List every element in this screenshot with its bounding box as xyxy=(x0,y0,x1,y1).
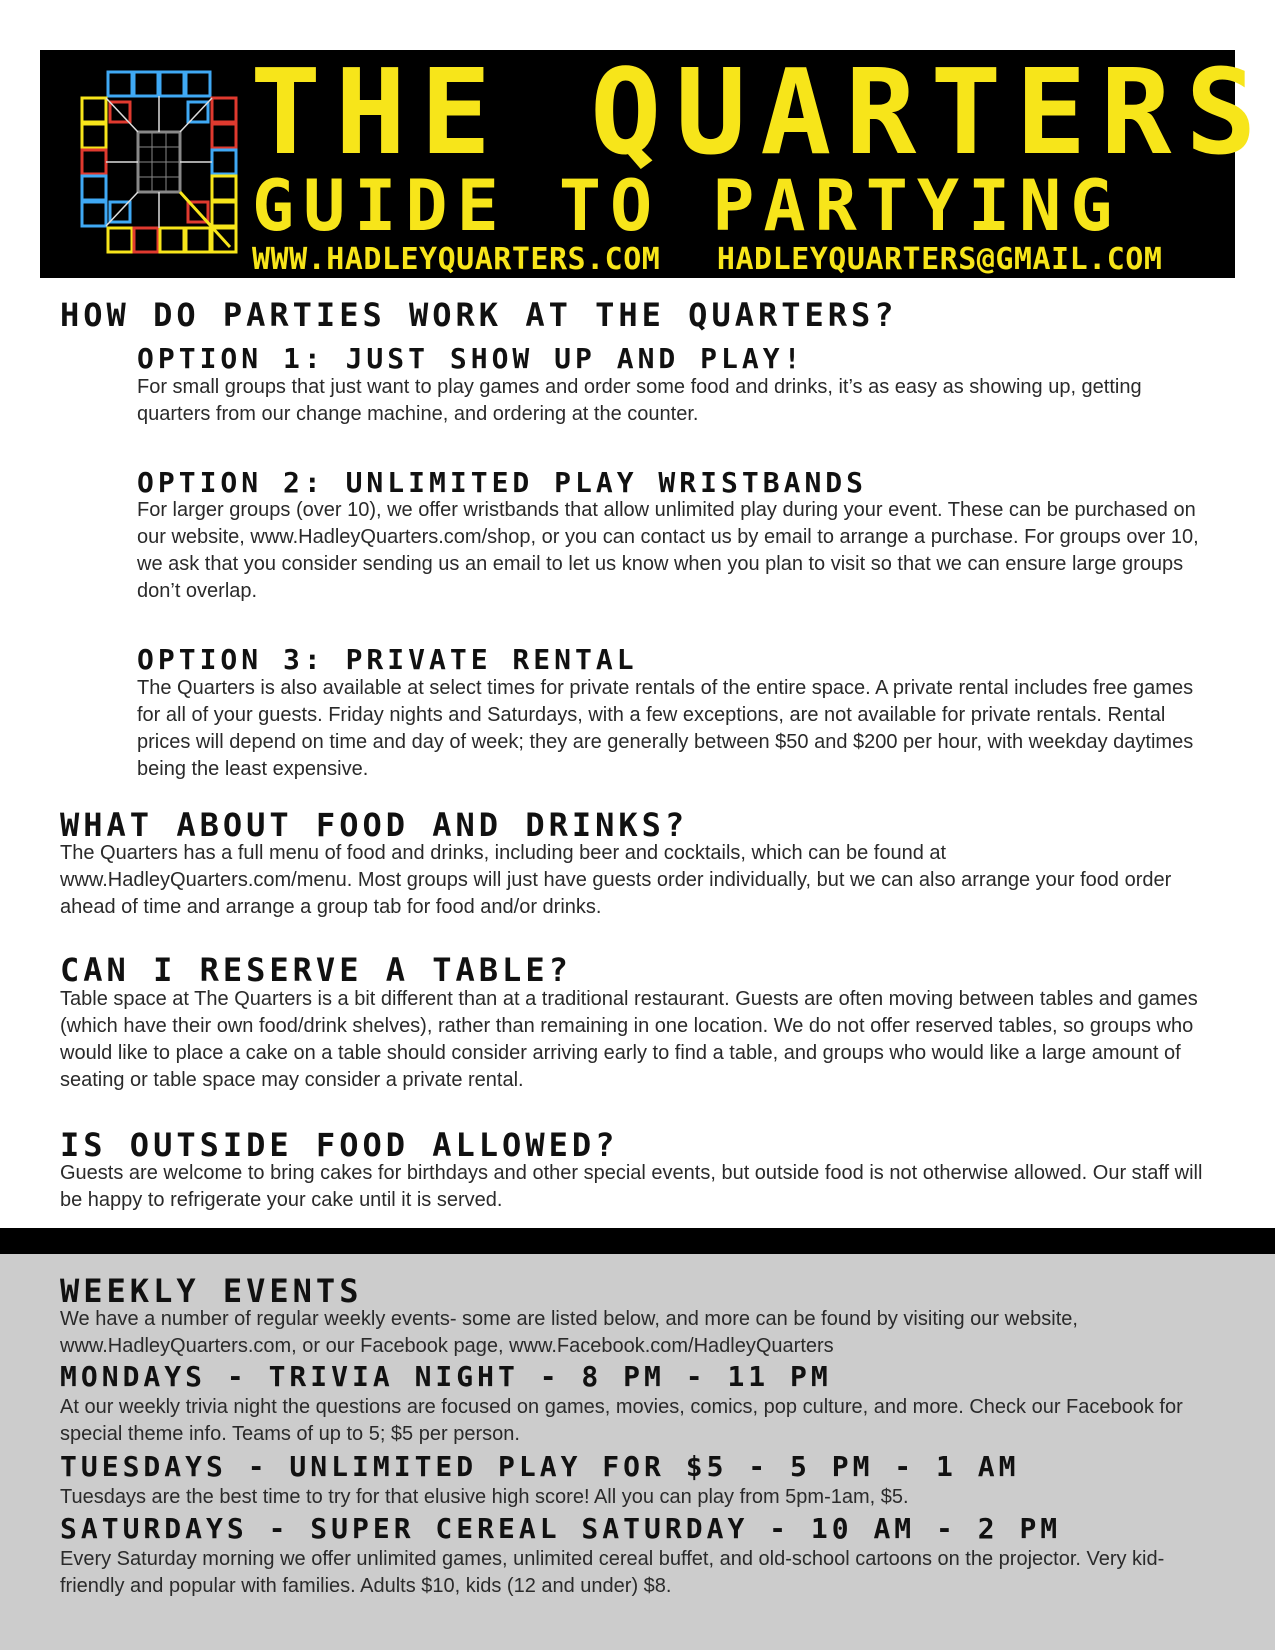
weekly-heading: WEEKLY EVENTS xyxy=(60,1272,363,1310)
section-divider xyxy=(0,1228,1275,1254)
weekly-intro: We have a number of regular weekly events- some are listed below, and more can be found by visiting our website, www.HadleyQuarters.com, or our Facebook page, www.Facebook.com/HadleyQuarters xyxy=(60,1308,1078,1357)
reserve-heading: CAN I RESERVE A TABLE? xyxy=(60,951,572,989)
header-banner xyxy=(40,43,1271,278)
option-3-text: The Quarters is also available at select times for private rentals of the entire space. A private rental includes free games for all of your guests. Friday nights and Saturdays, with a few exceptions, are not available for private rentals. Rental prices will depend on time and day of week; they are generally between $50 and $200 per hour, with weekday daytimes being the least expensive. xyxy=(137,677,1194,780)
event-tuesday-heading: TUESDAYS - UNLIMITED PLAY FOR $5 - 5 PM - 1 AM xyxy=(60,1450,1020,1483)
page-subtitle: GUIDE TO PARTYING xyxy=(252,165,1122,247)
event-monday-heading: MONDAYS - TRIVIA NIGHT - 8 PM - 11 PM xyxy=(60,1360,832,1393)
contact-line xyxy=(252,242,1200,277)
event-saturday-heading: SATURDAYS - SUPER CEREAL SATURDAY - 10 AM - 2 PM xyxy=(60,1512,1062,1545)
reserve-text: Table space at The Quarters is a bit different than at a traditional restaurant. Guests are often moving between tables and games (which have their own food/drink shelves), rather than remaining in one location. We do not offer reserved tables, so groups who would like to place a cake on a table should consider arriving early to find a table, and groups who would like a large amount of seating or table space may consider a private rental. xyxy=(60,988,1198,1091)
option-2-text: For larger groups (over 10), we offer wristbands that allow unlimited play during your event. These can be purchased on our website, www.HadleyQuarters.com/shop, or you can contact us by email to arrange a purchase. For groups over 10, we ask that you consider sending us an email to let us know when you plan to visit so that we can ensure large groups don’t overlap. xyxy=(137,499,1199,602)
quarters-q-logo xyxy=(70,62,260,262)
email-link[interactable]: HADLEYQUARTERS@GMAIL.COM xyxy=(716,242,1163,277)
event-monday-text: At our weekly trivia night the questions are focused on games, movies, comics, pop culture, and more. Check our Facebook for special theme info. Teams of up to 5; $5 per person. xyxy=(60,1396,1183,1445)
website-link[interactable]: WWW.HADLEYQUARTERS.COM xyxy=(252,242,661,277)
event-tuesday-text: Tuesdays are the best time to try for that elusive high score! All you can play from 5pm-1am, $5. xyxy=(60,1486,909,1508)
option-2-heading: OPTION 2: UNLIMITED PLAY WRISTBANDS xyxy=(137,466,868,499)
food-heading: WHAT ABOUT FOOD AND DRINKS? xyxy=(60,806,689,844)
food-text: The Quarters has a full menu of food and drinks, including beer and cocktails, which can be found at www.HadleyQuarters.com/menu. Most groups will just have guests order individually, but we can also arrange your food order ahead of time and arrange a group tab for food and/or drinks. xyxy=(60,842,1172,918)
option-1-heading: OPTION 1: JUST SHOW UP AND PLAY! xyxy=(137,342,805,375)
option-3-heading: OPTION 3: PRIVATE RENTAL xyxy=(137,643,638,676)
outside-heading: IS OUTSIDE FOOD ALLOWED? xyxy=(60,1126,619,1164)
outside-text: Guests are welcome to bring cakes for birthdays and other special events, but outside food is not otherwise allowed. Our staff will be happy to refrigerate your cake until it is served. xyxy=(60,1162,1203,1211)
page-title: THE QUARTERS xyxy=(250,43,1271,181)
event-saturday-text: Every Saturday morning we offer unlimited games, unlimited cereal buffet, and old-school cartoons on the projector. Very kid-friendly and popular with families. Adults $10, kids (12 and under) $8. xyxy=(60,1548,1165,1597)
option-1-text: For small groups that just want to play games and order some food and drinks, it’s as easy as showing up, getting quarters from our change machine, and ordering at the counter. xyxy=(137,376,1142,425)
how-heading: HOW DO PARTIES WORK AT THE QUARTERS? xyxy=(60,296,898,334)
